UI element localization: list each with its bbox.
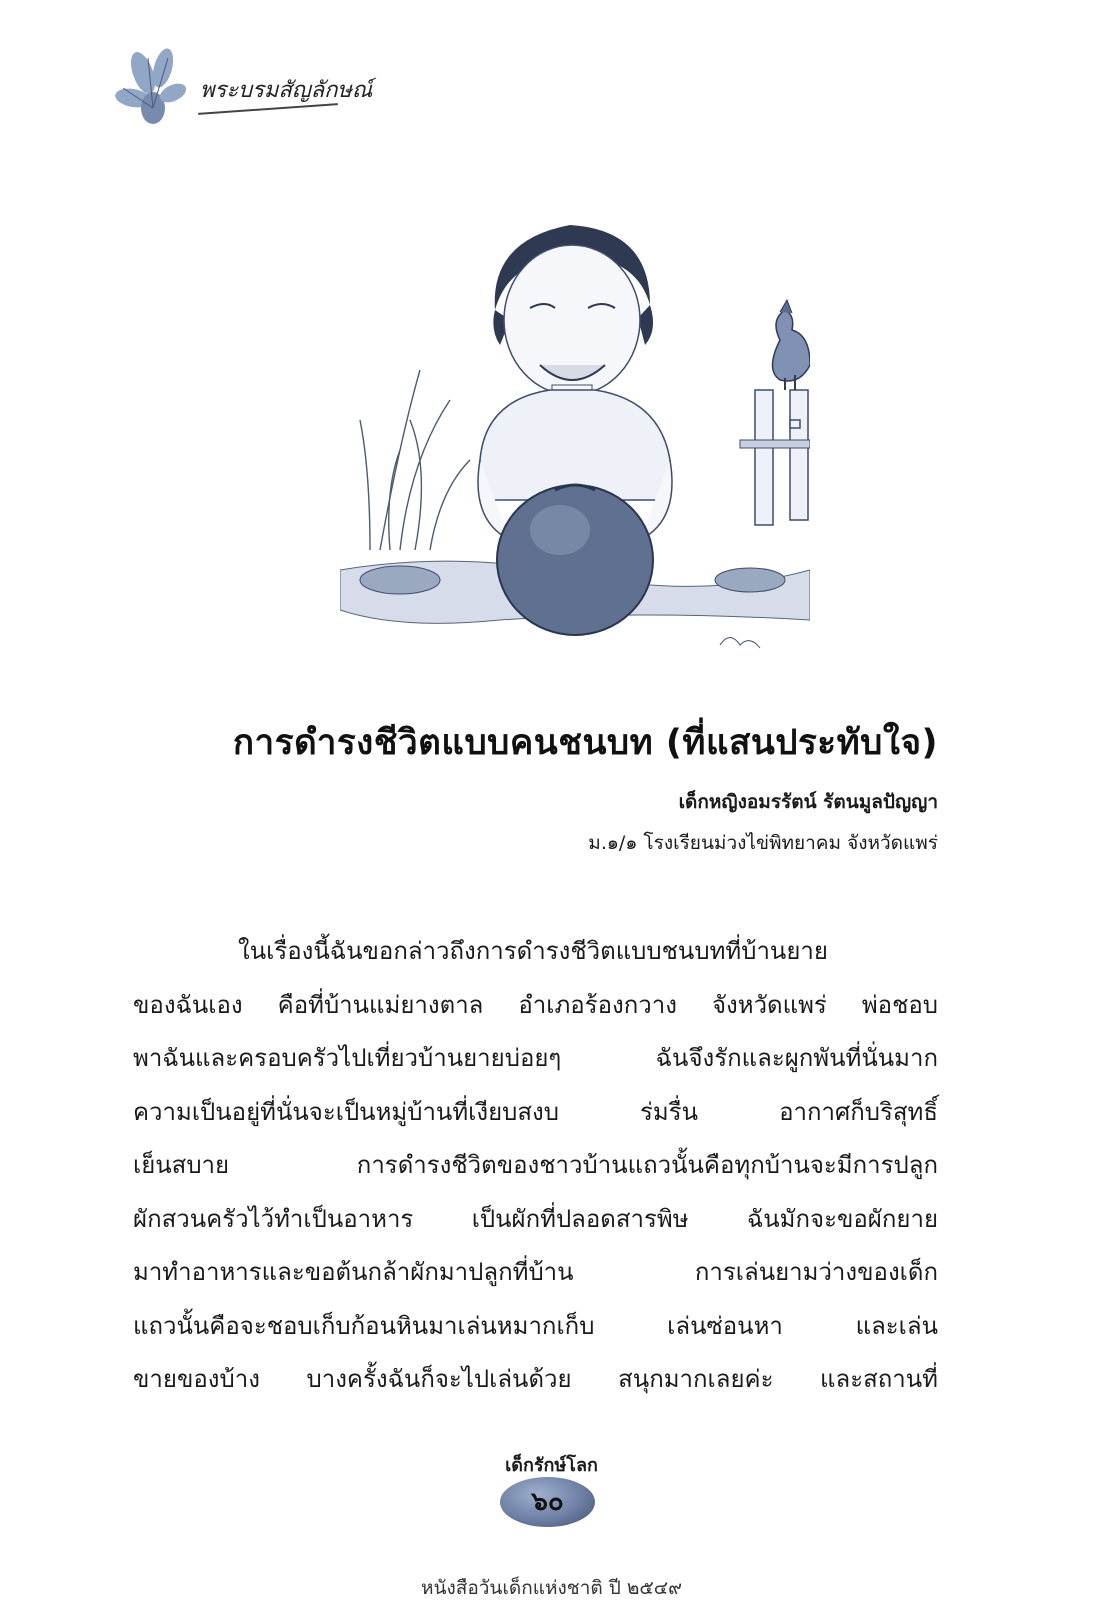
body-line: ในเรื่องนี้ฉันขอกล่าวถึงการดำรงชีวิตแบบชนบทที่บ้านยาย (238, 937, 828, 965)
body-line: เย็นสบาย การดำรงชีวิตของชาวบ้านแถวนั้นคือทุกบ้านจะมีการปลูก (133, 1151, 938, 1179)
body-line: ความเป็นอยู่ที่นั่นจะเป็นหมู่บ้านที่เงียบสงบ ร่มรื่น อากาศก็บริสุทธิ์ (133, 1097, 938, 1126)
author-name: เด็กหญิงอมรรัตน์ รัตนมูลปัญญา (678, 791, 938, 813)
body-line: ผักสวนครัวไว้ทำเป็นอาหาร เป็นผักที่ปลอดสารพิษ ฉันมักจะขอผักยาย (133, 1204, 938, 1233)
page-number: ๖๐ (531, 1487, 564, 1517)
publication-name: เด็กรักษ์โลก (505, 1455, 598, 1476)
rooster-icon (773, 300, 811, 390)
article-body (133, 925, 938, 1407)
body-line: ของฉันเอง คือที่บ้านแม่ยางตาล อำเภอร้องกวาง จังหวัดแพร่ พ่อชอบ (133, 990, 938, 1019)
article-title: การดำรงชีวิตแบบคนชนบท (ที่แสนประทับใจ) (232, 723, 938, 763)
body-line: แถวนั้นคือจะชอบเก็บก้อนหินมาเล่นหมากเก็บ เล่นซ่อนหา และเล่น (133, 1311, 938, 1340)
body-line: ขายของบ้าง บางครั้งฉันก็จะไปเล่นด้วย สนุกมากเลยค่ะ และสถานที่ (133, 1365, 938, 1393)
body-line: มาทำอาหารและขอต้นกล้าผักมาปลูกที่บ้าน การเล่นยามว่างของเด็ก (133, 1258, 938, 1286)
author-school: ม.๑/๑ โรงเรียนม่วงไข่พิทยาคม จังหวัดแพร่ (588, 832, 938, 854)
series-title: พระบรมสัญลักษณ์ (200, 78, 373, 103)
body-line: พาฉันและครอบครัวไปเที่ยวบ้านยายบ่อยๆ ฉันจึงรักและผูกพันที่นั่นมาก (133, 1044, 938, 1072)
footer-caption: หนังสือวันเด็กแห่งชาติ ปี ๒๕๔๙ (420, 1577, 683, 1599)
girl-with-pot-illustration (340, 190, 810, 690)
